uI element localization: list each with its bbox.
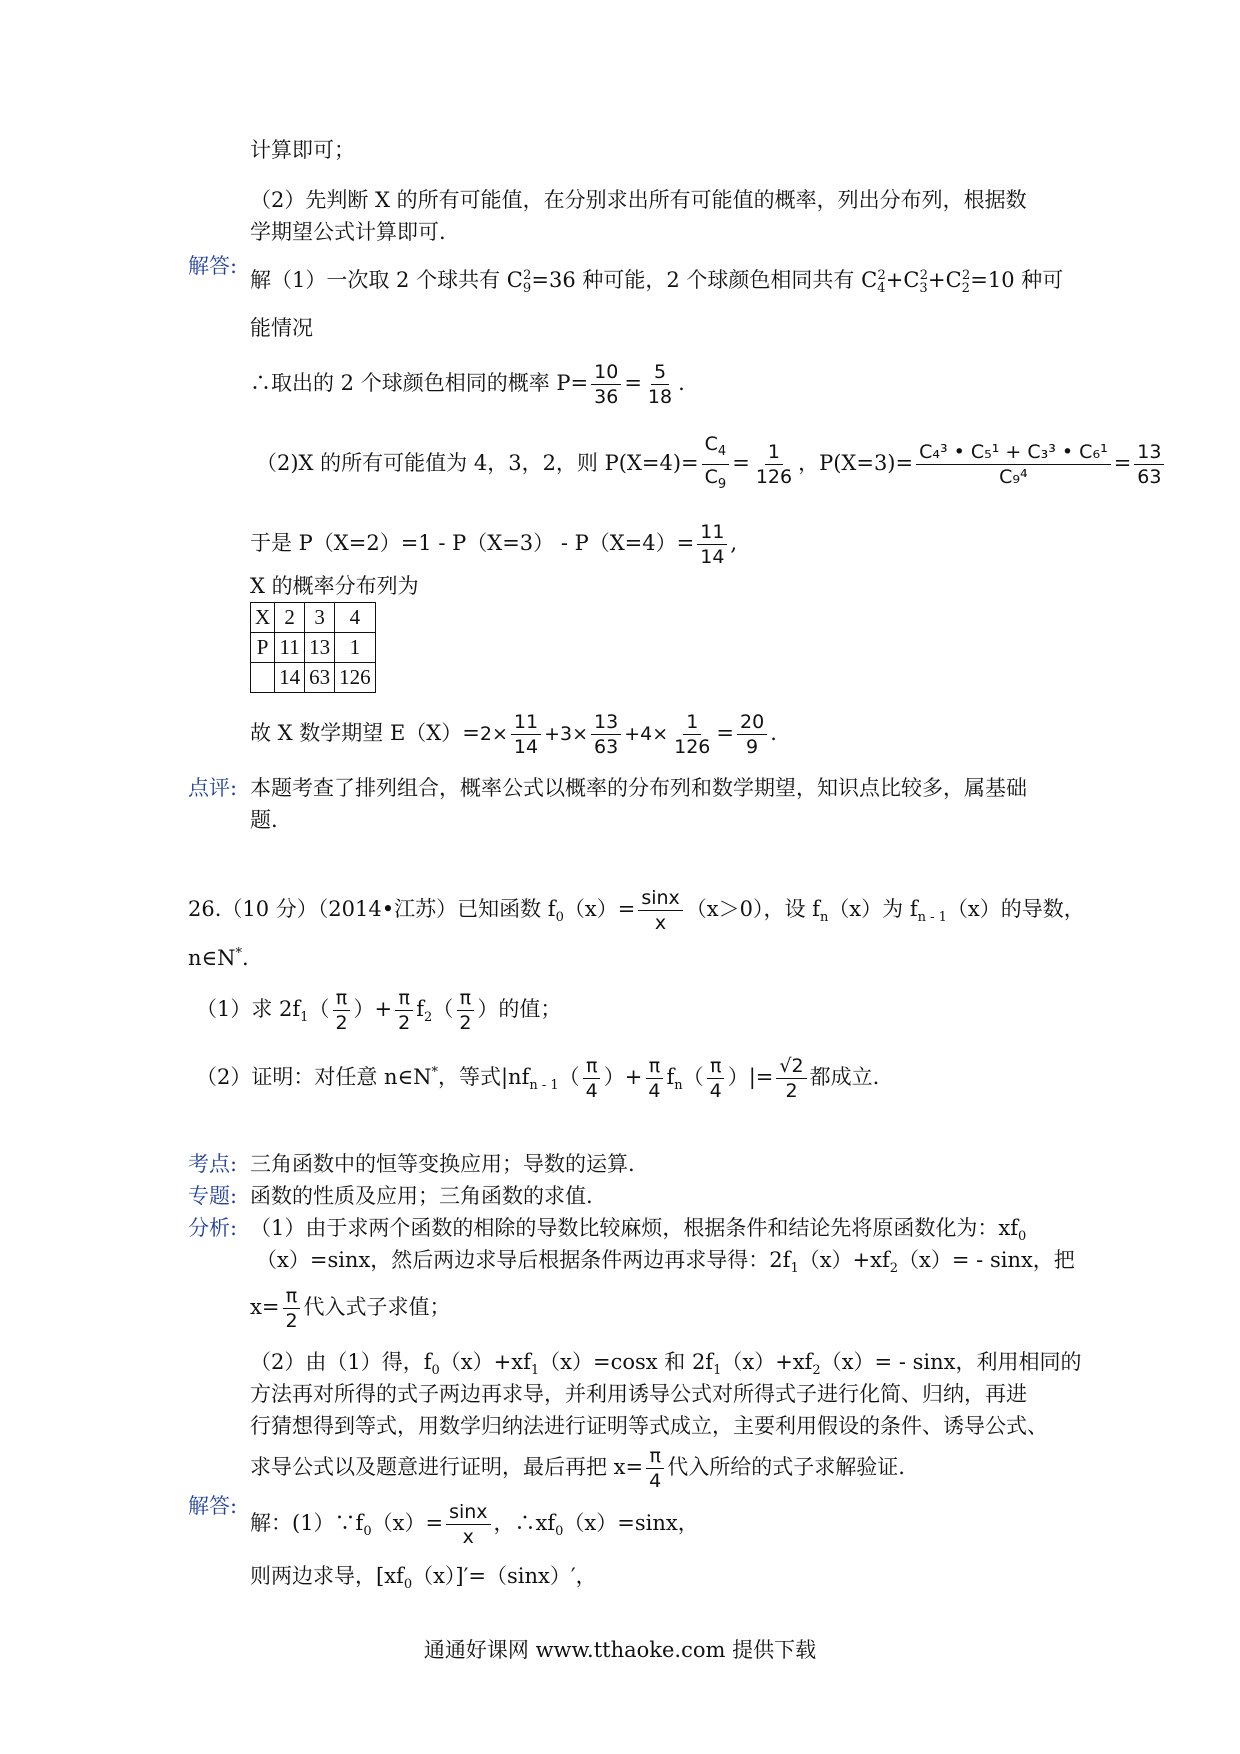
distribution-table <box>250 602 376 693</box>
text-line: 能情况 <box>250 316 313 340</box>
text-line: （2）证明：对任意 n∈N*，等式$|nf_{n - 1}$（ $\frac{\pi}{4}$ ）+ $\frac{\pi}{4}$ $f_n$（ $\frac{\pi}{4}$ ）|= $\frac{√2}{2}$ 都成立. <box>196 1055 880 1102</box>
table-row: 14 63 126 <box>251 663 376 693</box>
section-label-solution: 解答: <box>188 1494 238 1518</box>
text-line: 函数的性质及应用；三角函数的求值. <box>250 1184 593 1208</box>
text-line: 计算即可； <box>250 138 355 162</box>
section-label-review: 点评: <box>188 776 238 800</box>
text-line: （2)X 的所有可能值为 4，3，2，则 P(X=4)= $\frac{C_4}{C_9}$ = $\frac{1}{126}$ ，P(X=3)= $\frac{\text{C₄³ • C₅¹ + C₃³ • C₆¹}}{\text{C₉⁴}}$ = $\frac{13}{63}$ <box>256 432 1167 497</box>
text-line: （1）由于求两个函数的相除的导数比较麻烦，根据条件和结论先将原函数化为：$xf_0$ <box>250 1216 1027 1245</box>
section-label-analysis: 分析: <box>188 1216 238 1240</box>
question-title: 26.（10 分）（2014•江苏）已知函数 $f_0(x)=$ $\frac{\sin x}{x}$ （x＞0），设 $f_n(x)$为 $f_{n - 1}(x)$的导数， <box>188 887 1085 934</box>
text-line: 解（1）一次取 2 个球共有 $C_9^2=36$ 种可能，2 个球颜色相同共有 $C_4^2+C_3^2+C_2^2=10$ 种可 <box>250 268 1064 297</box>
text-line: 行猜想得到等式，用数学归纳法进行证明等式成立，主要利用假设的条件、诱导公式、 <box>250 1414 1048 1438</box>
text-line: （2）由（1）得，$f_0(x)+xf_1(x)=\cos x$ 和 $2f_1(x)+xf_2(x)= - \sin x$，利用相同的 <box>250 1350 1082 1379</box>
table-row: X 2 3 4 <box>251 603 376 633</box>
text-line: ∴取出的 2 个球颜色相同的概率 P= $\frac{10}{36}$ = $\frac{5}{18}$ . <box>250 361 685 408</box>
section-label-topic: 专题: <box>188 1184 238 1208</box>
text-line: 三角函数中的恒等变换应用；导数的运算. <box>250 1152 635 1176</box>
table-row: P 11 13 1 <box>251 633 376 663</box>
text-line: 方法再对所得的式子两边再求导，并利用诱导公式对所得式子进行化简、归纳，再进 <box>250 1382 1027 1406</box>
text-line: 题. <box>250 808 278 832</box>
text-line: （x）=sinx，然后两边求导后根据条件两边再求导得：$2f_1(x)+xf_2(x)= - \sin x$，把 <box>256 1248 1075 1277</box>
page-footer: 通通好课网 www.tthaoke.com 提供下载 <box>423 1638 817 1662</box>
text-line: （2）先判断 X 的所有可能值，在分别求出所有可能值的概率，列出分布列，根据数 <box>250 188 1027 212</box>
text-line: 本题考查了排列组合，概率公式以概率的分布列和数学期望，知识点比较多，属基础 <box>250 776 1027 800</box>
text-line: x= $\frac{\pi}{2}$ 代入式子求值； <box>250 1285 451 1332</box>
text-line: 则两边求导，$[xf_0(x)]'=(\sin x)'$， <box>250 1564 597 1593</box>
section-label-solution: 解答: <box>188 254 238 278</box>
text-line: （1）求 $2f_1$（ $\frac{\pi}{2}$ ）+ $\frac{\pi}{2}$ $f_2$（ $\frac{\pi}{2}$ ）的值； <box>196 987 562 1034</box>
text-line: 解：$(1)\because f_0(x)=$ $\frac{\sin x}{x}$ ，$\therefore xf_0(x)=\sin x$， <box>250 1501 699 1548</box>
section-label-keypoint: 考点: <box>188 1152 238 1176</box>
text-line: n∈N*. <box>188 946 249 970</box>
text-line: X 的概率分布列为 <box>250 574 419 598</box>
text-line: 求导公式以及题意进行证明，最后再把 x= $\frac{\pi}{4}$ 代入所给的式子求解验证. <box>250 1445 905 1492</box>
text-line: 于是 P（X=2）=1 - P（X=3） - P（X=4）= $\frac{11}{14}$ , <box>250 521 738 568</box>
text-line: 故 X 数学期望 E（X）=2× $\frac{11}{14}$ +3× $\frac{13}{63}$ +4× $\frac{1}{126}$ = $\frac{20}{9}$ . <box>250 711 777 758</box>
text-line: 学期望公式计算即可. <box>250 220 446 244</box>
